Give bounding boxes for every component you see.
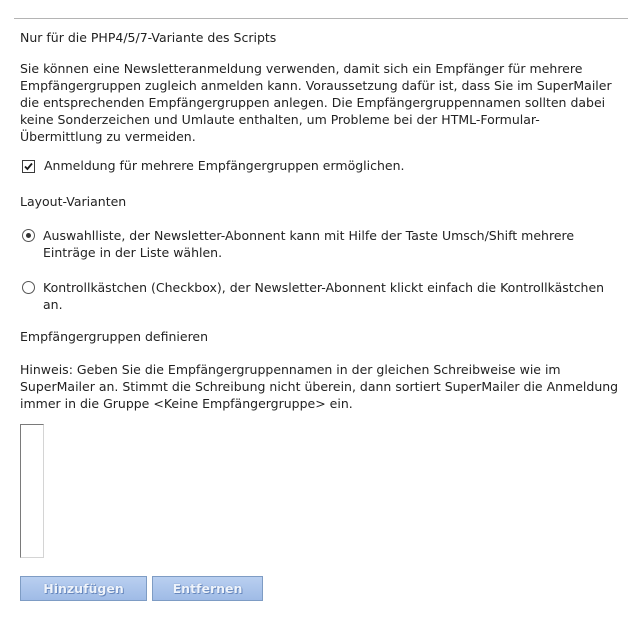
layout-option-listbox[interactable] xyxy=(22,227,622,261)
checkmark-icon xyxy=(23,161,34,172)
groups-hint-text: Hinweis: Geben Sie die Empfängergruppennamen in der gleichen Schreibweise wie im SuperMailer an. Stimmt die Schreibung nicht überein, dann sortiert SuperMailer die Anmeldung immer in die Gruppe <Keine Empfängergruppe> ein. xyxy=(20,362,619,411)
radio-selected-dot xyxy=(26,233,31,238)
layout-option-checkbox-label[interactable]: Kontrollkästchen (Checkbox), der Newsletter-Abonnent klickt einfach die Kontrollkästchen an. xyxy=(43,280,605,312)
section-heading: Nur für die PHP4/5/7-Variante des Scripts xyxy=(20,30,277,45)
layout-variants-label: Layout-Varianten xyxy=(20,194,127,209)
remove-group-button[interactable]: Entfernen xyxy=(152,576,263,601)
multi-group-label[interactable]: Anmeldung für mehrere Empfängergruppen ermöglichen. xyxy=(44,158,405,173)
layout-option-checkbox[interactable] xyxy=(22,279,622,313)
intro-text: Sie können eine Newsletteranmeldung verwenden, damit sich ein Empfänger für mehrere Empfängergruppen zugleich anmelden kann. Voraussetzung dafür ist, dass Sie im SuperMailer die entsprechenden Empfängergruppen anlegen. Die Empfängergruppennamen sollten dabei keine Sonderzeichen und Umlaute enthalten, um Probleme bei der HTML-Formular-Übermittlung zu vermeiden. xyxy=(20,61,612,144)
layout-option-listbox-label[interactable]: Auswahlliste, der Newsletter-Abonnent kann mit Hilfe der Taste Umsch/Shift mehrere Einträge in der Liste wählen. xyxy=(43,228,575,260)
add-group-button[interactable]: Hinzufügen xyxy=(20,576,147,601)
layout-radio-listbox[interactable] xyxy=(22,229,35,242)
layout-radio-checkbox[interactable] xyxy=(22,281,35,294)
top-divider xyxy=(14,18,628,19)
multi-group-option[interactable] xyxy=(22,158,405,173)
groups-listbox[interactable] xyxy=(20,424,44,558)
multi-group-checkbox[interactable] xyxy=(22,160,35,173)
define-groups-label: Empfängergruppen definieren xyxy=(20,329,209,344)
